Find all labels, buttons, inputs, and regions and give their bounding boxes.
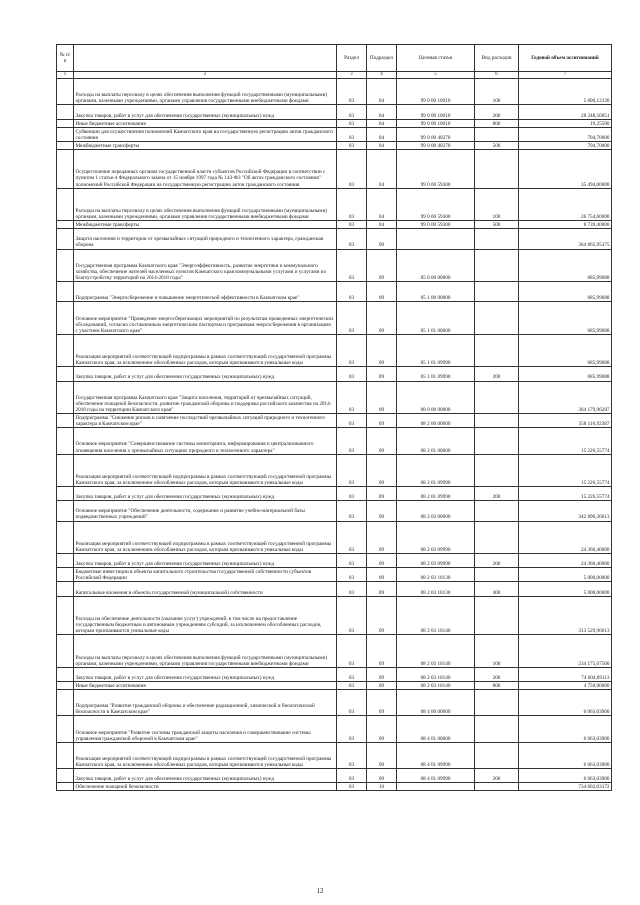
annual-sum: 704,70000	[519, 141, 612, 149]
expense-type-code	[475, 568, 519, 582]
item-name: Закупка товаров, работ и услуг для обеспечения государственных (муниципальных) нужд	[74, 105, 337, 119]
target-article-code: 99 0 00 40270	[397, 127, 475, 141]
num-cell	[57, 487, 74, 501]
target-article-code: 08 2 03 09990	[397, 554, 475, 568]
expense-type-code: 100	[475, 188, 519, 221]
podrazdel-code: 09	[367, 716, 397, 742]
num-cell	[57, 716, 74, 742]
table-row	[57, 79, 612, 105]
num-cell	[57, 249, 74, 282]
expense-type-code	[475, 334, 519, 367]
annual-sum: 8 739,40000	[519, 221, 612, 229]
target-article-code: 08 0 00 00000	[397, 381, 475, 414]
table-row	[57, 334, 612, 367]
razdel-code: 03	[337, 119, 367, 127]
target-article-code: 99 0 00 59300	[397, 188, 475, 221]
razdel-code: 03	[337, 141, 367, 149]
podrazdel-code: 09	[367, 742, 397, 768]
num-cell	[57, 381, 74, 414]
target-article-code: 99 0 00 59300	[397, 150, 475, 189]
razdel-code: 03	[337, 769, 367, 783]
table-row	[57, 681, 612, 689]
expense-type-code	[475, 249, 519, 282]
target-article-code: 99 0 00 10010	[397, 79, 475, 105]
table-row	[57, 381, 612, 414]
target-article-code: 08 2 03 10130	[397, 568, 475, 582]
expense-type-code: 100	[475, 635, 519, 668]
expense-type-code	[475, 742, 519, 768]
razdel-code: 03	[337, 742, 367, 768]
num-cell	[57, 769, 74, 783]
annual-sum: 15 226,55774	[519, 454, 612, 487]
table-row	[57, 454, 612, 487]
razdel-code: 03	[337, 221, 367, 229]
table-row	[57, 596, 612, 635]
num-cell	[57, 150, 74, 189]
razdel-code: 03	[337, 334, 367, 367]
target-article-code: 08 2 03 10130	[397, 582, 475, 596]
razdel-code: 03	[337, 681, 367, 689]
num-cell	[57, 454, 74, 487]
target-article-code: 08 4 00 00000	[397, 690, 475, 716]
podrazdel-code: 09	[367, 414, 397, 428]
target-article-code: 08 2 03 10140	[397, 596, 475, 635]
num-cell	[57, 742, 74, 768]
annual-sum: 5 000,12120	[519, 79, 612, 105]
item-name: Иные бюджетные ассигнования	[74, 681, 337, 689]
razdel-code: 03	[337, 487, 367, 501]
expense-type-code	[475, 127, 519, 141]
razdel-code: 03	[337, 414, 367, 428]
item-name: Расходы на выплаты персоналу в целях обеспечения выполнения функций государственными (муниципальными) органами, казенными учреждениями, органами управления государственными внебюджетными фондами	[74, 635, 337, 668]
table-row	[57, 282, 612, 302]
table-body	[57, 79, 612, 791]
budget-allocation-table	[56, 44, 612, 791]
expense-type-code	[475, 521, 519, 554]
target-article-code: 05 1 01 09990	[397, 334, 475, 367]
item-name: Защита населения и территории от чрезвычайных ситуаций природного и техногенного характера, гражданская оборона	[74, 229, 337, 249]
podrazdel-code: 09	[367, 454, 397, 487]
podrazdel-code: 09	[367, 769, 397, 783]
razdel-code: 03	[337, 282, 367, 302]
annual-sum: 685,99088	[519, 302, 612, 335]
podrazdel-code: 09	[367, 501, 397, 521]
item-name: Основное мероприятие "Развитие системы гражданской защиты населения и совершенствование системы управления гражданской обороной в Камчатском крае"	[74, 716, 337, 742]
item-name: Подпрограмма "Энергосбережение и повышение энергетической эффективности в Камчатском крае"	[74, 282, 337, 302]
item-name: Основное мероприятие "Обеспечение деятельности, содержание и развитие учебно-материальной базы подведомственных учреждений"	[74, 501, 337, 521]
podrazdel-code: 09	[367, 681, 397, 689]
header-target-article: Целевая статья	[397, 45, 475, 72]
item-name: Осуществление переданных органам государственной власти субъектов Российской Федерации в соответствии с пунктом 1 статьи 4 Федерального закона от 15 ноября 1997 года № 143-ФЗ "Об актах гражданского состояния" полномочий Российской Федерации на государственную регистрацию актов гражданского состояния	[74, 150, 337, 189]
annual-sum: 24 360,40000	[519, 521, 612, 554]
target-article-code: 05 1 00 00000	[397, 282, 475, 302]
num-cell	[57, 783, 74, 791]
razdel-code: 03	[337, 367, 367, 381]
item-name: Закупка товаров, работ и услуг для обеспечения государственных (муниципальных) нужд	[74, 769, 337, 783]
item-name: Реализация мероприятий соответствующей подпрограммы в рамках соответствующей государственной программы Камчатского края, за исключением обособленных расходов, которым присваиваются уникальные коды	[74, 334, 337, 367]
item-name: Закупка товаров, работ и услуг для обеспечения государственных (муниципальных) нужд	[74, 554, 337, 568]
target-article-code: 08 2 03 10140	[397, 681, 475, 689]
podrazdel-code: 09	[367, 381, 397, 414]
podrazdel-code: 04	[367, 79, 397, 105]
annual-sum: 6 063,03900	[519, 769, 612, 783]
table-row	[57, 635, 612, 668]
target-article-code: 08 4 01 00000	[397, 716, 475, 742]
item-name: Реализация мероприятий соответствующей подпрограммы в рамках соответствующей государственной программы Камчатского края, за исключением обособленных расходов, которым присваиваются уникальные коды	[74, 454, 337, 487]
num-cell	[57, 105, 74, 119]
annual-sum: 35 494,00000	[519, 150, 612, 189]
table-row	[57, 127, 612, 141]
table-row	[57, 769, 612, 783]
target-article-code: 05 1 01 00000	[397, 302, 475, 335]
razdel-code: 03	[337, 716, 367, 742]
num-cell	[57, 667, 74, 681]
item-name: Обеспечение пожарной безопасности	[74, 783, 337, 791]
expense-type-code: 500	[475, 221, 519, 229]
table-row	[57, 141, 612, 149]
item-name: Реализация мероприятий соответствующей подпрограммы в рамках соответствующей государственной программы Камчатского края, за исключением обособленных расходов, которым присваиваются уникальные коды	[74, 742, 337, 768]
table-row	[57, 249, 612, 282]
table-row	[57, 667, 612, 681]
podrazdel-code: 09	[367, 249, 397, 282]
num-cell	[57, 282, 74, 302]
num-cell	[57, 501, 74, 521]
razdel-code: 03	[337, 596, 367, 635]
table-row	[57, 428, 612, 454]
annual-sum: 358 116,92387	[519, 414, 612, 428]
expense-type-code: 200	[475, 367, 519, 381]
razdel-code: 03	[337, 188, 367, 221]
table-row	[57, 487, 612, 501]
podrazdel-code: 09	[367, 367, 397, 381]
table-row	[57, 783, 612, 791]
razdel-code: 03	[337, 105, 367, 119]
table-row	[57, 568, 612, 582]
table-header-row	[57, 45, 612, 72]
annual-sum: 15 226,55774	[519, 487, 612, 501]
expense-type-code: 200	[475, 667, 519, 681]
index-cell: 7	[519, 72, 612, 79]
table-row	[57, 119, 612, 127]
column-index-row	[57, 72, 612, 79]
expense-type-code: 500	[475, 141, 519, 149]
num-cell	[57, 188, 74, 221]
item-name: Государственная программа Камчатского края "Энергоэффективность, развитие энергетики и коммунального хозяйства, обеспечение жителей населенных пунктов Камчатского края коммунальными услугами и услугами по благоустройству территорий на 2014-2018 годы"	[74, 249, 337, 282]
annual-sum: 6 063,03900	[519, 690, 612, 716]
target-article-code: 08 2 01 00000	[397, 428, 475, 454]
podrazdel-code: 04	[367, 221, 397, 229]
podrazdel-code: 04	[367, 150, 397, 189]
table-row	[57, 229, 612, 249]
item-name: Расходы на выплаты персоналу в целях обеспечения выполнения функций государственными (муниципальными) органами, казенными учреждениями, органами управления государственными внебюджетными фондами	[74, 188, 337, 221]
annual-sum: 685,99088	[519, 367, 612, 381]
annual-sum: 685,99088	[519, 334, 612, 367]
annual-sum: 4 750,00000	[519, 681, 612, 689]
header-razdel: Раздел	[337, 45, 367, 72]
razdel-code: 03	[337, 690, 367, 716]
table-row	[57, 501, 612, 521]
target-article-code: 99 0 00 10010	[397, 105, 475, 119]
num-cell	[57, 119, 74, 127]
razdel-code: 03	[337, 501, 367, 521]
index-cell: 1	[57, 72, 74, 79]
expense-type-code: 100	[475, 79, 519, 105]
expense-type-code: 200	[475, 554, 519, 568]
expense-type-code	[475, 716, 519, 742]
expense-type-code: 200	[475, 769, 519, 783]
item-name: Закупка товаров, работ и услуг для обеспечения государственных (муниципальных) нужд	[74, 487, 337, 501]
table-row	[57, 582, 612, 596]
table-row	[57, 716, 612, 742]
razdel-code: 03	[337, 229, 367, 249]
podrazdel-code: 04	[367, 127, 397, 141]
expense-type-code: 400	[475, 582, 519, 596]
num-cell	[57, 582, 74, 596]
expense-type-code	[475, 783, 519, 791]
expense-type-code	[475, 282, 519, 302]
razdel-code: 03	[337, 79, 367, 105]
num-cell	[57, 79, 74, 105]
item-name: Подпрограмма "Развитие гражданской обороны и обеспечение радиационной, химической и биологической безопасности в Камчатском крае"	[74, 690, 337, 716]
expense-type-code	[475, 501, 519, 521]
razdel-code: 03	[337, 454, 367, 487]
num-cell	[57, 334, 74, 367]
page-number: 12	[316, 887, 324, 895]
expense-type-code: 800	[475, 681, 519, 689]
item-name: Иные бюджетные ассигнования	[74, 119, 337, 127]
table-row	[57, 221, 612, 229]
annual-sum: 19,25500	[519, 119, 612, 127]
index-cell: 3	[337, 72, 367, 79]
razdel-code: 03	[337, 127, 367, 141]
item-name: Межбюджетные трансферты	[74, 141, 337, 149]
index-cell: 6	[475, 72, 519, 79]
item-name: Бюджетные инвестиции в объекты капитального строительства государственной собственности субъектов Российской Федерации	[74, 568, 337, 582]
podrazdel-code: 09	[367, 596, 397, 635]
table-row	[57, 414, 612, 428]
podrazdel-code: 04	[367, 105, 397, 119]
podrazdel-code: 09	[367, 428, 397, 454]
header-annual-sum: Годовой объем ассигнований	[519, 45, 612, 72]
item-name: Расходы на обеспечение деятельности (оказание услуг) учреждений, в том числе на предоставление государственным бюджетным и автономным учреждениям субсидий, за исключением обособленных расходов, которым присваиваются уникальные коды	[74, 596, 337, 635]
target-article-code	[397, 229, 475, 249]
razdel-code: 03	[337, 428, 367, 454]
expense-type-code	[475, 229, 519, 249]
table-row	[57, 742, 612, 768]
item-name: Закупка товаров, работ и услуг для обеспечения государственных (муниципальных) нужд	[74, 367, 337, 381]
num-cell	[57, 681, 74, 689]
annual-sum: 6 063,03900	[519, 742, 612, 768]
annual-sum: 313 529,96613	[519, 596, 612, 635]
podrazdel-code: 09	[367, 302, 397, 335]
index-cell: 2	[74, 72, 337, 79]
razdel-code: 03	[337, 150, 367, 189]
target-article-code: 08 2 03 09990	[397, 521, 475, 554]
annual-sum: 6 063,03900	[519, 716, 612, 742]
podrazdel-code: 09	[367, 582, 397, 596]
num-cell	[57, 568, 74, 582]
item-name: Основное мероприятие "Совершенствование системы мониторинга, информирования и централизованного оповещения населения о чрезвычайных ситуациях природного и техногенного характера"	[74, 428, 337, 454]
num-cell	[57, 229, 74, 249]
expense-type-code	[475, 414, 519, 428]
podrazdel-code: 04	[367, 119, 397, 127]
target-article-code: 08 4 01 09990	[397, 742, 475, 768]
annual-sum: 704,70000	[519, 127, 612, 141]
expense-type-code	[475, 690, 519, 716]
item-name: Капитальные вложения в объекты государственной (муниципальной) собственности	[74, 582, 337, 596]
header-podrazdel: Подраздел	[367, 45, 397, 72]
header-expense-type: Вид расходов	[475, 45, 519, 72]
target-article-code: 99 0 00 59300	[397, 221, 475, 229]
podrazdel-code: 04	[367, 188, 397, 221]
annual-sum: 24 360,40000	[519, 554, 612, 568]
expense-type-code	[475, 381, 519, 414]
expense-type-code	[475, 596, 519, 635]
annual-sum: 26 754,60000	[519, 188, 612, 221]
table-row	[57, 367, 612, 381]
razdel-code: 03	[337, 554, 367, 568]
razdel-code: 03	[337, 667, 367, 681]
expense-type-code: 200	[475, 487, 519, 501]
annual-sum: 28 248,50051	[519, 105, 612, 119]
num-cell	[57, 414, 74, 428]
annual-sum: 734 602,03172	[519, 783, 612, 791]
razdel-code: 03	[337, 302, 367, 335]
podrazdel-code: 09	[367, 334, 397, 367]
expense-type-code	[475, 150, 519, 189]
item-name: Реализация мероприятий соответствующей подпрограммы в рамках соответствующей государственной программы Камчатского края, за исключением обособленных расходов, которым присваиваются уникальные коды	[74, 521, 337, 554]
target-article-code: 05 0 00 00000	[397, 249, 475, 282]
target-article-code: 08 2 01 09990	[397, 454, 475, 487]
num-cell	[57, 367, 74, 381]
item-name: Расходы на выплаты персоналу в целях обеспечения выполнения функций государственными (муниципальными) органами, казенными учреждениями, органами управления государственными внебюджетными фондами	[74, 79, 337, 105]
num-cell	[57, 428, 74, 454]
podrazdel-code: 09	[367, 521, 397, 554]
num-cell	[57, 690, 74, 716]
podrazdel-code: 09	[367, 554, 397, 568]
expense-type-code	[475, 428, 519, 454]
podrazdel-code: 10	[367, 783, 397, 791]
annual-sum: 5 000,00000	[519, 568, 612, 582]
podrazdel-code: 09	[367, 667, 397, 681]
podrazdel-code: 09	[367, 229, 397, 249]
num-cell	[57, 554, 74, 568]
num-cell	[57, 127, 74, 141]
annual-sum: 364 865,95375	[519, 229, 612, 249]
target-article-code: 05 1 01 09990	[397, 367, 475, 381]
num-cell	[57, 302, 74, 335]
item-name: Подпрограмма "Снижение рисков и смягчение последствий чрезвычайных ситуаций природного и техногенного характера в Камчатском крае"	[74, 414, 337, 428]
item-name: Межбюджетные трансферты	[74, 221, 337, 229]
target-article-code: 08 2 00 00000	[397, 414, 475, 428]
expense-type-code	[475, 302, 519, 335]
num-cell	[57, 141, 74, 149]
header-name	[74, 45, 337, 72]
target-article-code: 08 2 03 00000	[397, 501, 475, 521]
razdel-code: 03	[337, 521, 367, 554]
target-article-code: 08 4 01 09990	[397, 769, 475, 783]
item-name: Закупка товаров, работ и услуг для обеспечения государственных (муниципальных) нужд	[74, 667, 337, 681]
num-cell	[57, 635, 74, 668]
target-article-code: 99 0 00 40270	[397, 141, 475, 149]
annual-sum: 74 604,89113	[519, 667, 612, 681]
item-name: Государственная программа Камчатского края "Защита населения, территорий от чрезвычайных ситуаций, обеспечение пожарной безопасности, развитие гражданской обороны и поддержка российского казачества на 2014-2018 годы на территории Камчатского края"	[74, 381, 337, 414]
index-cell: 5	[397, 72, 475, 79]
podrazdel-code: 09	[367, 487, 397, 501]
annual-sum: 685,99088	[519, 249, 612, 282]
annual-sum: 15 226,55774	[519, 428, 612, 454]
podrazdel-code: 09	[367, 635, 397, 668]
table-row	[57, 188, 612, 221]
razdel-code: 03	[337, 635, 367, 668]
expense-type-code	[475, 454, 519, 487]
item-name: Основное мероприятие "Проведение энергосберегающих мероприятий по результатам проведенных энергетических обследований, согласно составленным энергетическим паспортам и программам энергосбережения в организациях с участием Камчатского края"	[74, 302, 337, 335]
header-num: № п/п	[57, 45, 74, 72]
table-row	[57, 302, 612, 335]
podrazdel-code: 04	[367, 141, 397, 149]
table-row	[57, 690, 612, 716]
annual-sum: 5 000,00000	[519, 582, 612, 596]
num-cell	[57, 221, 74, 229]
razdel-code: 03	[337, 568, 367, 582]
annual-sum: 685,99088	[519, 282, 612, 302]
table-row	[57, 105, 612, 119]
annual-sum: 342 890,36613	[519, 501, 612, 521]
index-cell: 4	[367, 72, 397, 79]
target-article-code: 08 2 01 09990	[397, 487, 475, 501]
target-article-code: 08 2 03 10140	[397, 635, 475, 668]
target-article-code	[397, 783, 475, 791]
podrazdel-code: 09	[367, 568, 397, 582]
table-row	[57, 521, 612, 554]
target-article-code: 08 2 03 10140	[397, 667, 475, 681]
table-row	[57, 554, 612, 568]
expense-type-code: 800	[475, 119, 519, 127]
num-cell	[57, 596, 74, 635]
razdel-code: 03	[337, 249, 367, 282]
budget-table-sheet	[56, 44, 611, 791]
razdel-code: 03	[337, 381, 367, 414]
annual-sum: 234 175,07500	[519, 635, 612, 668]
razdel-code: 03	[337, 783, 367, 791]
table-row	[57, 150, 612, 189]
item-name: Субвенции для осуществления полномочий Камчатского края на государственную регистрацию актов гражданского состояния	[74, 127, 337, 141]
num-cell	[57, 521, 74, 554]
podrazdel-code: 09	[367, 690, 397, 716]
podrazdel-code: 09	[367, 282, 397, 302]
expense-type-code: 200	[475, 105, 519, 119]
annual-sum: 364 179,96287	[519, 381, 612, 414]
razdel-code: 03	[337, 582, 367, 596]
target-article-code: 99 0 00 10010	[397, 119, 475, 127]
